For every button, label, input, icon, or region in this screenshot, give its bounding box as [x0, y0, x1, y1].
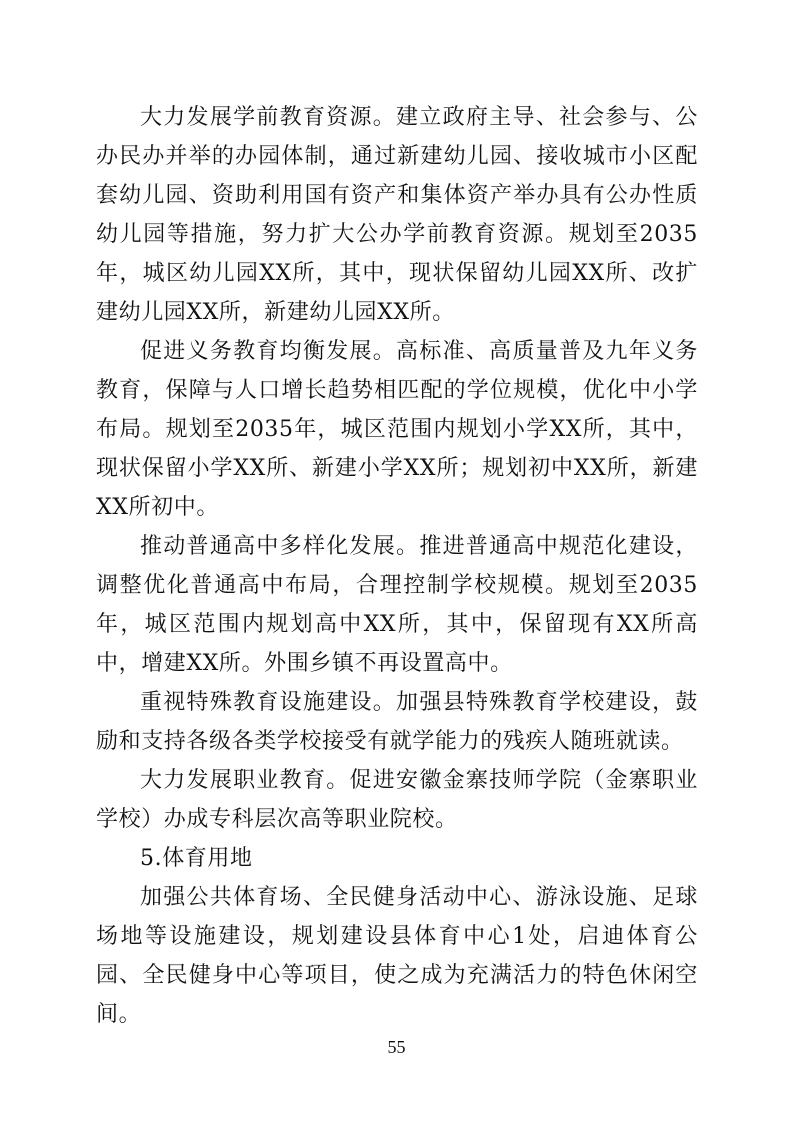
paragraph-compulsory-education: 促进义务教育均衡发展。高标准、高质量普及九年义务教育，保障与人口增长趋势相匹配的学位规模，优化中小学布局。规划至2035年，城区范围内规划小学XX所，其中，现状保留小学XX所、新建小学XX所；规划初中XX所，新建XX所初中。: [96, 339, 698, 520]
paragraph-preschool-education: 大力发展学前教育资源。建立政府主导、社会参与、公办民办并举的办园体制，通过新建幼儿园、接收城市小区配套幼儿园、资助利用国有资产和集体资产举办具有公办性质幼儿园等措施，努力扩大公办学前教育资源。规划至2035年，城区幼儿园XX所，其中，现状保留幼儿园XX所、改扩建幼儿园XX所，新建幼儿园XX所。: [96, 105, 698, 325]
paragraph-high-school: 推动普通高中多样化发展。推进普通高中规范化建设，调整优化普通高中布局，合理控制学校规模。规划至2035年，城区范围内规划高中XX所，其中，保留现有XX所高中，增建XX所。外围乡镇不再设置高中。: [96, 534, 698, 676]
paragraph-sports-facilities: 加强公共体育场、全民健身活动中心、游泳设施、足球场地等设施建设，规划建设县体育中心1处，启迪体育公园、全民健身中心等项目，使之成为充满活力的特色休闲空间。: [96, 885, 698, 1027]
section-heading-sports-land: 5.体育用地: [140, 846, 253, 871]
document-body: [96, 98, 698, 1034]
page-number: 55: [387, 1037, 406, 1057]
paragraph-vocational-education: 大力发展职业教育。促进安徽金寨技师学院（金寨职业学校）办成专科层次高等职业院校。: [96, 768, 698, 832]
paragraph-special-education: 重视特殊教育设施建设。加强县特殊教育学校建设，鼓励和支持各级各类学校接受有就学能力的残疾人随班就读。: [96, 690, 698, 754]
